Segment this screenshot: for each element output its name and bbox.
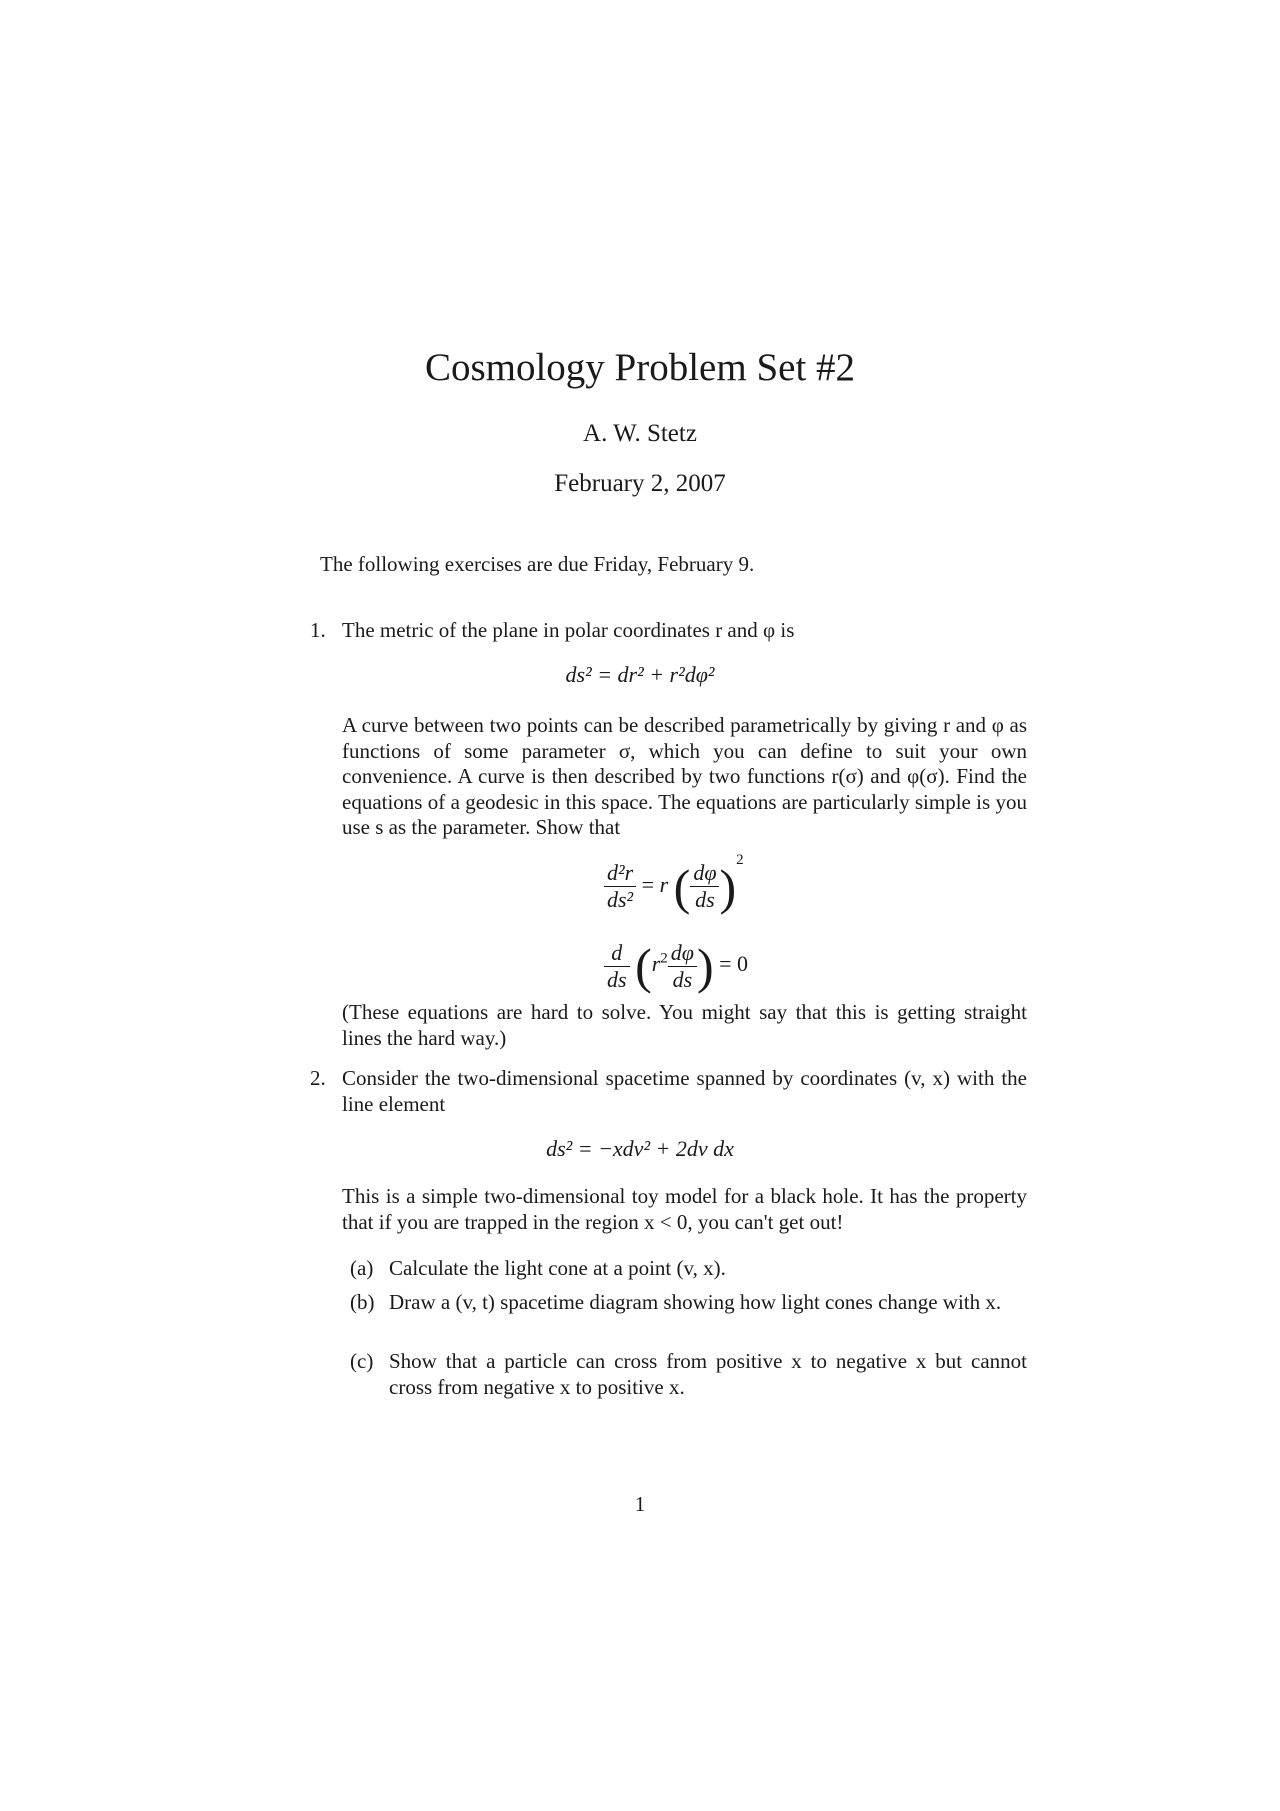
part-b-label: (b): [350, 1290, 375, 1314]
problem-2-body: This is a simple two-dimensional toy model for a black hole. It has the property that if you are trapped in the region x < 0, you can't get out!: [342, 1184, 1027, 1234]
problem-1-body: A curve between two points can be described parametrically by giving r and φ as functions of some parameter σ, which you can define to suit your own convenience. A curve is then described by two functions r(σ) and φ(σ). Find the equations of a geodesic in this space. The equations are particularly simple is you use s as the parameter. Show that: [342, 713, 1027, 839]
problem-1-statement: The metric of the plane in polar coordinates r and φ is: [342, 618, 795, 642]
equation-line-element: ds² = −xdv² + 2dv dx: [546, 1136, 734, 1161]
equation-metric: ds² = dr² + r²dφ²: [565, 662, 715, 687]
part-b-text: Draw a (v, t) spacetime diagram showing how light cones change with x.: [389, 1290, 1002, 1314]
paper-title: Cosmology Problem Set #2: [424, 346, 856, 389]
author: A. W. Stetz: [583, 420, 697, 447]
problem-1-number: 1.: [310, 618, 326, 642]
part-a-text: Calculate the light cone at a point (v, x).: [389, 1256, 726, 1280]
page-number: 1: [634, 1492, 646, 1516]
part-c-text: Show that a particle can cross from positive x to negative x but cannot cross from negative x to positive x.: [389, 1349, 1027, 1399]
part-a-label: (a): [350, 1256, 374, 1280]
problem-1-closing: (These equations are hard to solve. You might say that this is getting straight lines the hard way.): [342, 1000, 1027, 1050]
equation-geodesic-1: $\frac{\text{d²r}}{\text{ds²}}$ = r ( $\frac{d\varphi}{ds}$ )$^2$: [604, 852, 744, 916]
problem-2-number: 2.: [310, 1066, 326, 1090]
part-c-label: (c): [350, 1349, 374, 1373]
date: February 2, 2007: [554, 470, 726, 497]
problem-2-statement: Consider the two-dimensional spacetime spanned by coordinates (v, x) with the line element: [342, 1066, 1027, 1116]
equation-geodesic-2: $\frac{d}{ds}$ ($r^2$ $\frac{d\varphi}{ds}$ ) = 0: [604, 937, 748, 995]
intro-text: The following exercises are due Friday, February 9.: [320, 552, 755, 576]
